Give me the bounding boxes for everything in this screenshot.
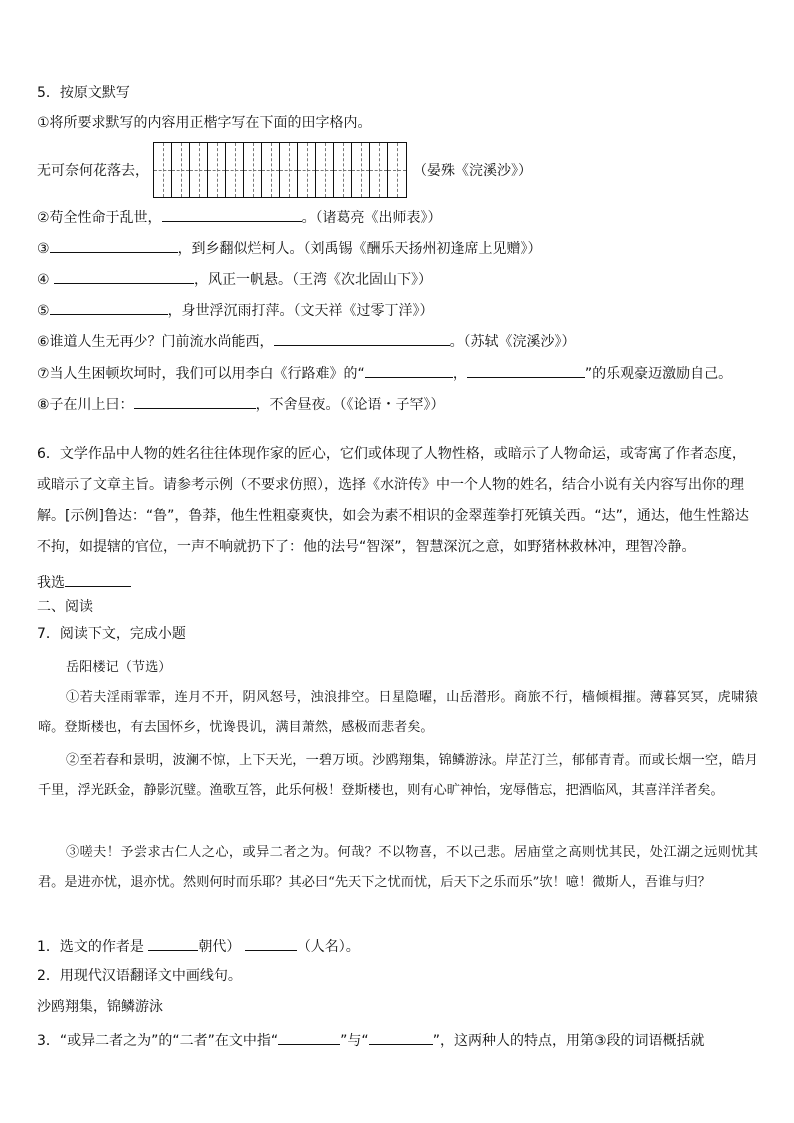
answer-blank[interactable]	[467, 363, 585, 378]
q7-title: 7．阅读下文，完成小题	[37, 626, 186, 642]
q5-item4: ④ ，风正一帆悬。（王湾《次北固山下》）	[37, 269, 758, 289]
q5-item7: ⑦当人生困顿坎坷时，我们可以用李白《行路难》的“ ， ”的乐观豪迈激励自己。	[37, 363, 758, 383]
tianzige-grid[interactable]	[153, 142, 407, 198]
passage-para-1: ①若夫淫雨霏霏，连月不开，阴风怒号，浊浪排空。日星隐曜，山岳潜形。商旅不行，樯倾楫摧。薄暮冥冥，虎啸猿啼。登斯楼也，有去国怀乡，忧谗畏讥，满目萧然，感极而悲者矣。	[38, 690, 758, 735]
q5-item6: ⑥谁道人生无再少？门前流水尚能西， 。（苏轼《浣溪沙》）	[37, 331, 758, 351]
q7-sub1: 1．选文的作者是 朝代） （人名）。	[37, 936, 758, 956]
answer-blank[interactable]	[65, 572, 131, 587]
q7-sub2-sentence: 沙鸥翔集，锦鳞游泳	[37, 999, 163, 1015]
q7-sub2: 2．用现代汉语翻译文中画线句。	[37, 968, 242, 984]
answer-blank[interactable]	[278, 1030, 340, 1045]
q5-item1-source: （晏殊《浣溪沙》）	[413, 163, 532, 179]
answer-blank[interactable]	[148, 936, 198, 951]
q5-item8: ⑧子在川上曰： ，不舍昼夜。（《论语・子罕》）	[37, 394, 758, 414]
q5-item3: ③ ，到乡翻似烂柯人。（刘禹锡《酬乐天扬州初逢席上见赠》）	[37, 238, 758, 258]
q6-text: 6．文学作品中人物的姓名往往体现作家的匠心，它们或体现了人物性格，或暗示了人物命运，或寄寓了作者态度，或暗示了文章主旨。请参考示例（不要求仿照），选择《水浒传》中一个人物的姓名，结合小说有关内容写出你的理解。[示例]鲁达：“鲁”，鲁莽，他生性粗豪爽快，如会为素不相识的金翠莲拳打死镇关西。“达”，通达，他生性豁达不拘，如提辖的官位，一声不响就扔下了：他的法号“智深”，智慧深沉之意，如野猪林救林冲，理智冷静。	[37, 446, 749, 555]
answer-blank[interactable]	[274, 331, 450, 346]
answer-blank[interactable]	[365, 363, 453, 378]
q5-instruction: ①将所要求默写的内容用正楷字写在下面的田字格内。	[37, 115, 372, 131]
answer-blank[interactable]	[50, 300, 168, 315]
q7-sub3: 3．“或异二者之为”的“二者”在文中指“ ”与“ ”，这两种人的特点，用第③段的词语概括就	[37, 1030, 758, 1050]
answer-blank[interactable]	[245, 936, 297, 951]
q5-item5: ⑤ ，身世浮沉雨打萍。（文天祥《过零丁洋》）	[37, 300, 758, 320]
q5-item2: ②苟全性命于乱世， 。（诸葛亮《出师表》）	[37, 207, 758, 227]
q6-choose: 我选	[37, 572, 758, 592]
passage-para-3: ③嗟夫！予尝求古仁人之心，或异二者之为。何哉？不以物喜，不以己悲。居庙堂之高则忧其民，处江湖之远则忧其君。是进亦忧，退亦忧。然则何时而乐耶？其必曰“先天下之忧而忧，后天下之乐而乐”欤！噫！微斯人，吾谁与归？	[38, 845, 758, 890]
passage-para-2: ②至若春和景明，波澜不惊，上下天光，一碧万顷。沙鸥翔集，锦鳞游泳。岸芷汀兰，郁郁青青。而或长烟一空，皓月千里，浮光跃金，静影沉璧。渔歌互答，此乐何极！登斯楼也，则有心旷神怡，宠辱偕忘，把酒临风，其喜洋洋者矣。	[38, 753, 758, 798]
answer-blank[interactable]	[162, 207, 302, 222]
answer-blank[interactable]	[54, 269, 194, 284]
answer-blank[interactable]	[369, 1030, 433, 1045]
passage-title: 岳阳楼记（节选）	[66, 660, 172, 675]
q5-item1	[37, 142, 532, 198]
answer-blank[interactable]	[50, 238, 178, 253]
q5-item1-prefix: 无可奈何花落去，	[37, 163, 149, 179]
section-heading: 二、阅读	[37, 599, 93, 615]
q5-title: 5．按原文默写	[37, 85, 130, 101]
answer-blank[interactable]	[134, 394, 256, 409]
